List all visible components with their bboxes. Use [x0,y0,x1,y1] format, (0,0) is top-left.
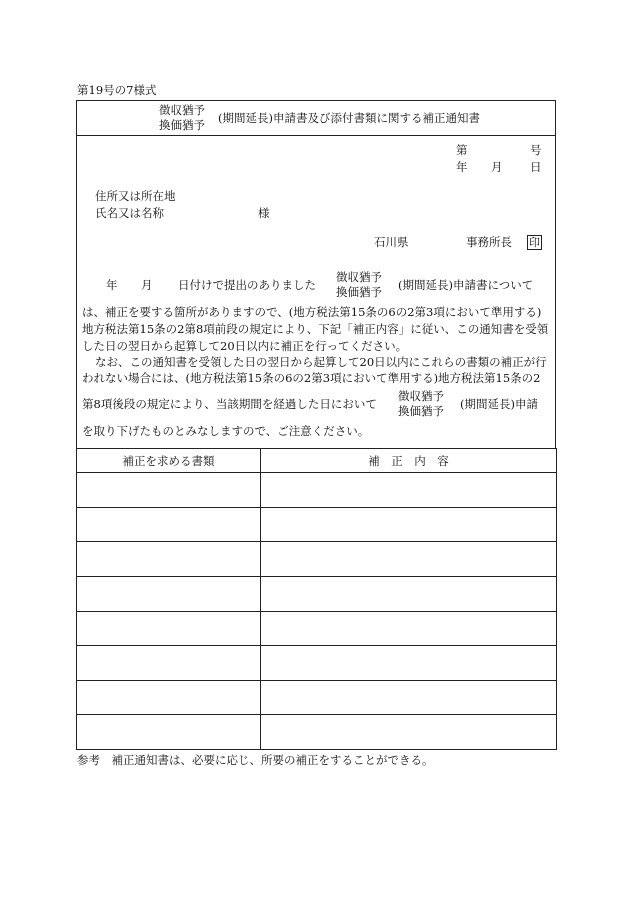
document-cell[interactable] [77,542,261,577]
document-title: (期間延長)申請書及び添付書類に関する補正通知書 [218,111,480,125]
document-cell[interactable] [77,473,261,508]
content-cell[interactable] [261,576,557,611]
column-header-documents: 補正を求める書類 [77,449,261,473]
doc-no-suffix: 号 [530,143,542,157]
correction-table [76,448,557,750]
document-cell[interactable] [77,611,261,646]
body-line7-text: 第8項後段の規定により、当該期間を経過した日において [82,397,377,411]
content-cell[interactable] [261,507,557,542]
content-cell[interactable] [261,646,557,681]
body-line8: を取り下げたものとみなしますので、ご注意ください。 [82,424,370,438]
honorific: 様 [258,206,270,220]
table-row [77,473,557,508]
office-title: 事務所長 [466,235,512,249]
body-line7-stack [398,389,444,419]
body-line1-text: 日付けで提出のありました [178,278,316,292]
body-line4: した日の翌日から起算して20日以内に補正を行ってください。 [82,339,408,353]
table-row [77,542,557,577]
content-cell[interactable] [261,542,557,577]
body-line1-stack-top: 徴収猶予 [336,270,382,284]
date-month: 月 [491,160,503,174]
body-line1-stack-bottom: 換価猶予 [336,285,382,299]
column-header-content: 補 正 内 容 [261,449,557,473]
prefecture: 石川県 [374,235,409,249]
address-label: 住所又は所在地 [95,189,176,203]
body-line7-stack-bottom: 換価猶予 [398,404,444,418]
header-stack [159,103,205,133]
document-cell[interactable] [77,576,261,611]
header-stack-bottom: 換価猶予 [159,118,205,132]
body-line7-tail: (期間延長)申請 [460,397,538,411]
content-cell[interactable] [261,611,557,646]
document-cell[interactable] [77,507,261,542]
table-row [77,715,557,750]
body-month: 月 [141,278,153,292]
form-number: 第19号の7様式 [77,83,157,97]
doc-no-prefix: 第 [456,143,468,157]
content-cell[interactable] [261,680,557,715]
body-line1-tail: (期間延長)申請書について [398,278,534,292]
seal-mark: 印 [529,236,540,249]
table-row [77,680,557,715]
body-line7-stack-top: 徴収猶予 [398,389,444,403]
body-line6: われない場合には、(地方税法第15条の6の2第3項において準用する)地方税法第15条の2 [82,371,541,385]
table-row [77,646,557,681]
header-stack-top: 徴収猶予 [159,103,205,117]
name-label: 氏名又は名称 [95,206,164,220]
body-line2: は、補正を要する箇所がありますので、(地方税法第15条の6の2第3項において準用する) [82,305,542,319]
reference-note: 参考 補正通知書は、必要に応じ、所要の補正をすることができる。 [77,753,434,767]
table-header-row [77,449,557,473]
table-row [77,576,557,611]
document-cell[interactable] [77,646,261,681]
document-cell[interactable] [77,680,261,715]
table-row [77,611,557,646]
body-year: 年 [106,278,118,292]
body-line3: 地方税法第15条の2第8項前段の規定により、下記「補正内容」に従い、この通知書を受領 [82,322,549,336]
document-cell[interactable] [77,715,261,750]
body-line5: なお、この通知書を受領した日の翌日から起算して20日以内にこれらの書類の補正が行 [95,355,547,369]
date-day: 日 [530,160,542,174]
date-year: 年 [456,160,468,174]
body-line1-stack [336,270,382,300]
table-row [77,507,557,542]
content-cell[interactable] [261,473,557,508]
content-cell[interactable] [261,715,557,750]
